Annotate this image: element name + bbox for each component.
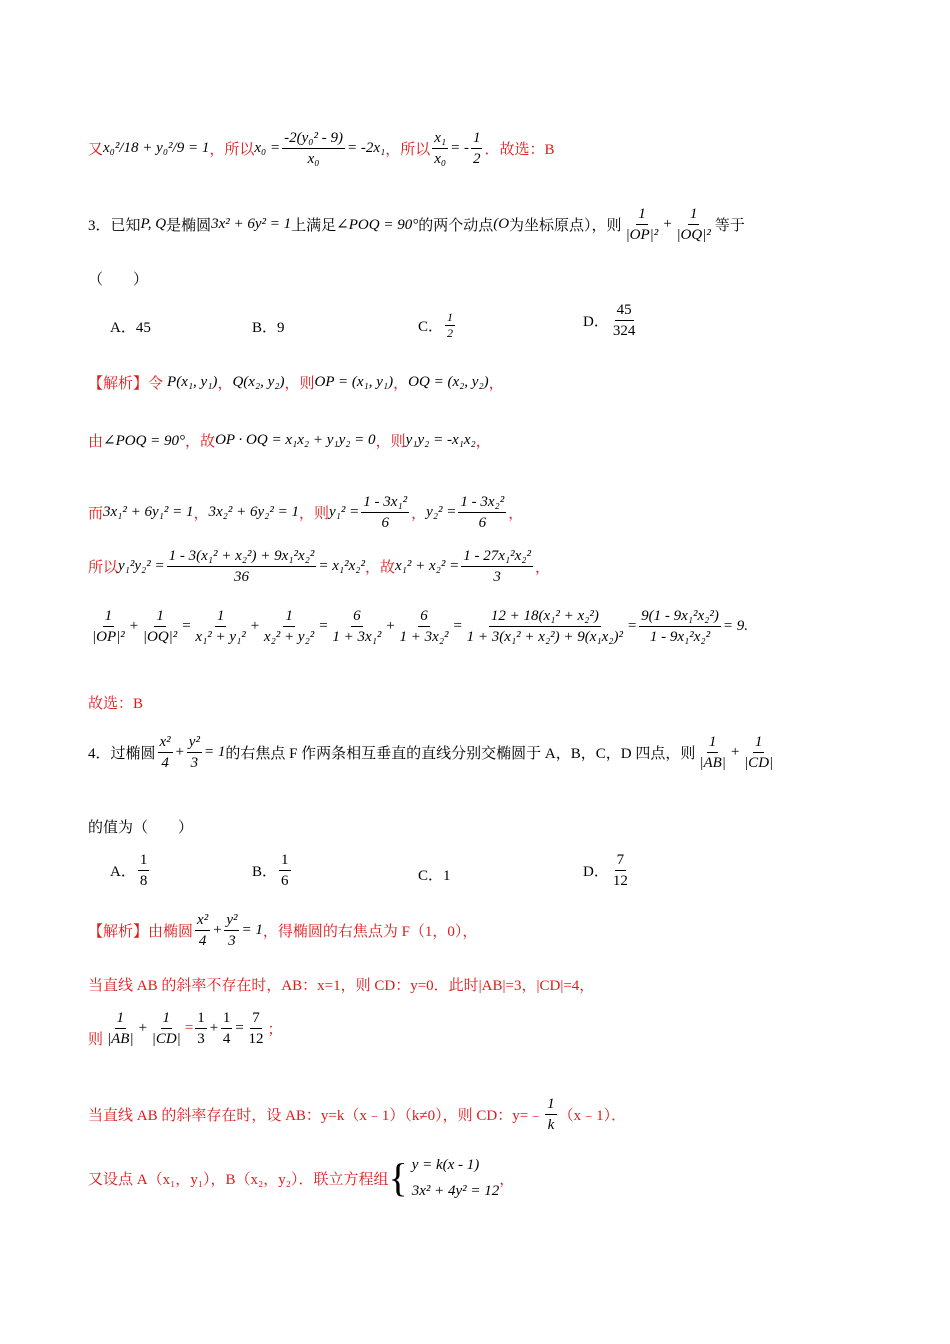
q3-text1: 是椭圆 (166, 218, 212, 234)
q3-option-c: C． 1 2 (418, 310, 454, 340)
q4-option-a: A． 1 8 (110, 852, 148, 889)
q3-text3: 的两个动点 (418, 218, 494, 234)
point-q: Q(x₂, y₂) (232, 374, 285, 390)
s3-line-1: 【解析】 令 P(x₁, y₁) ， Q(x₂, y₂) ，则 OP = (x₁, y₁) ， OQ = (x₂, y₂) ， (88, 374, 504, 392)
s4-line-5: 又设点 A（x₁，y₁），B（x₂，y₂）．联立方程组 { y = k(x - 1) 3x² + 4y² = 12 ， (88, 1152, 860, 1204)
x0-lhs: x₀ = (254, 140, 281, 156)
q3-option-b: B．9 (252, 320, 285, 336)
answer-1: ．故选：B (484, 142, 555, 158)
equation-system: y = k(x - 1) 3x² + 4y² = 12 (411, 1157, 500, 1199)
vector-op: OP = (x₁, y₁) (314, 374, 394, 390)
analysis-tag: 【解析】 (88, 376, 149, 392)
q4-option-d: D． 7 12 (583, 852, 628, 889)
q3-ellipse: 3x² + 6y² = 1 (211, 216, 292, 232)
eq3-mid: = - (450, 140, 469, 156)
line-1 (88, 128, 860, 169)
suoyi-text-1: ，所以 (209, 142, 255, 158)
you-text: 又 (88, 142, 104, 158)
q3-text2: 上满足 (291, 218, 337, 234)
x1-x0-fraction: $\frac{\text{x₁}}{\text{x₀}}$ (434, 130, 447, 167)
suoyi-text-2: ，所以 (385, 142, 431, 158)
question-3 (88, 204, 860, 245)
question-4: 4．过椭圆 x² 4 + $\frac{\text{y²}}{3}$ = 1 的右焦点 F 作两条相互垂直的直线分别交椭圆于 A，B，C，D 四点，则 1 |AB| + $\frac{1}{|CD|}$ (88, 734, 774, 771)
half-fraction: 1 2 (472, 130, 481, 167)
s3-line-2: 由 ∠POQ = 90° ，故 OP · OQ = x₁x₂ + y₁y₂ = 0 ，则 y₁y₂ = -x₁x₂ ， (88, 432, 491, 450)
point-p: P(x₁, y₁) (167, 374, 218, 390)
q4-number: 4．过椭圆 (88, 746, 156, 762)
q3-text4: 为坐标原点），则 (509, 218, 622, 234)
q3-frac-oq: $\frac{1}{\text{|OQ|²}}$ (676, 206, 711, 243)
plus-sign: + (662, 216, 673, 232)
vector-oq: OQ = (x₂, y₂) (408, 374, 489, 390)
s3-line-5: 1 |OP|² + $\frac{1}{\text{|OQ|²}}$ = $\frac{1}{\text{x₁² + y₁²}}$ + $\frac{1}{\text{x₂² + y₂²}}$ = $\frac{6}{\text{1 + 3x₁²}}$ + $\frac{6}{\text{1 + 3x₂²}}$ = $\frac{\text{12 + 18(x₁² + x₂²)}}{\text{1 + 3(x₁² + x₂²) + 9(x₁x₂)²}}$ = $\frac{\text{9(1 - 9x₁²x₂²)}}{\text{1 - 9x₁²x₂²}}$ = 9 . (92, 608, 748, 645)
q3-text5: 等于 (714, 218, 745, 234)
q3-frac-op: 1 |OP|² (625, 206, 659, 243)
s3-line-3: 而 3x₁² + 6y₁² = 1 ， 3x₂² + 6y₂² = 1 ，则 y₁² = $\frac{\text{1 - 3x₁²}}{6}$ ， y₂² = $\frac{\text{1 - 3x₂²}}{6}$ ， (88, 494, 524, 531)
s4-line-4: 当直线 AB 的斜率存在时，设 AB：y=k（x﹣1）（k≠0），则 CD：y=﹣ 1 k （x﹣1）． (88, 1096, 627, 1133)
q3-pq: P, Q (140, 216, 167, 232)
s3-line-4: 所以 y₁²y₂² = $\frac{\text{1 - 3(x₁² + x₂²) + 9x₁²x₂²}}{36}$ = x₁²x₂² ，故 x₁² + x₂² = $\frac{\text{1 - 27x₁²x₂²}}{3}$ ， (88, 548, 550, 585)
equation-ellipse-x0: x₀²/18 + y₀²/9 = 1 (103, 140, 210, 156)
q3-paren: （ ） (88, 272, 149, 288)
q3-angle: ∠POQ = 90° (336, 217, 419, 233)
x0-fraction: $\frac{\text{-2(y₀² - 9)}}{\text{x₀}}$ (284, 130, 343, 167)
q3-option-d: D． 45 324 (583, 302, 636, 339)
q4-option-c: C．1 (418, 868, 451, 884)
s4-line-2: 当直线 AB 的斜率不存在时，AB：x=1，则 CD：y=0．此时|AB|=3，|CD|=4， (88, 978, 595, 994)
s4-line-1: 【解析】 由椭圆 x² 4 + $\frac{\text{y²}}{3}$ = 1 ，得椭圆的右焦点为 F（1，0）， (88, 912, 478, 949)
q3-option-a: A．45 (110, 320, 151, 336)
x0-rhs: = -2x₁ (346, 140, 386, 156)
s3-answer: 故选：B (88, 696, 144, 712)
q3-number: 3．已知 (88, 218, 141, 234)
q4-paren-line: 的值为（ ） (88, 820, 194, 836)
q3-origin: (O (493, 216, 510, 232)
q4-option-b: B． 1 6 (252, 852, 289, 889)
dot-product: OP · OQ = x₁x₂ + y₁y₂ = 0 (215, 432, 376, 448)
s4-line-3: 则 1 |AB| + $\frac{1}{|CD|}$ = $\frac{1}{3}$ + $\frac{1}{4}$ = $\frac{7}{12}$ ； (88, 1010, 283, 1048)
q3-paren-line (88, 268, 860, 289)
left-brace: { (388, 1155, 408, 1200)
